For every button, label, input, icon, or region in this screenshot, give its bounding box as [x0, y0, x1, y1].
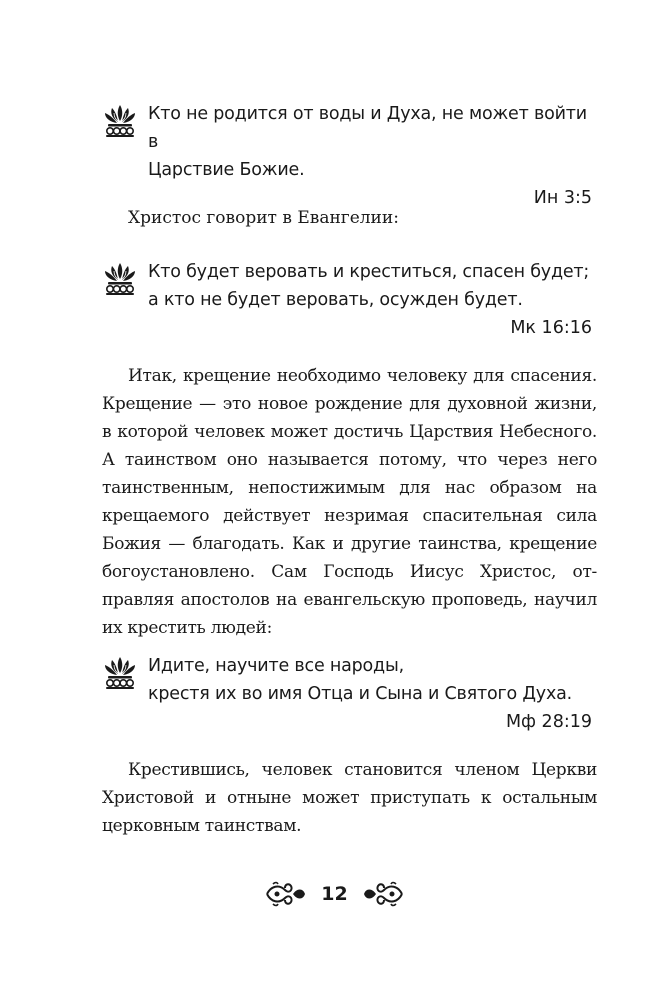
paragraph-line: правляя апостолов на евангельскую проповедь, научил: [102, 590, 597, 610]
scripture-quote-3: [100, 652, 600, 736]
scripture-quote-1: [100, 100, 600, 212]
quote-reference: Мф 28:19: [505, 712, 592, 732]
page-number: 12: [321, 883, 348, 905]
flourish-left-icon: [263, 880, 307, 908]
body-paragraph-2: [102, 756, 597, 840]
quote-reference: Ин 3:5: [533, 188, 592, 208]
quote-line: Кто будет веровать и креститься, спасен будет;: [148, 262, 590, 282]
paragraph-line: Крестившись, человек становится членом Церкви: [128, 760, 597, 780]
body-paragraph-1: [102, 362, 597, 642]
quote-line: крестя их во имя Отца и Сына и Святого Духа.: [148, 684, 572, 704]
paragraph-line: А таинством оно называется потому, что через него: [102, 450, 597, 470]
quote-reference: Мк 16:16: [510, 318, 592, 338]
paragraph-line: Божия — благодать. Как и другие таинства, крещение: [102, 534, 597, 554]
paragraph-line: крещаемого действует незримая спасительная сила: [102, 506, 597, 526]
paragraph-line: в которой человек может достичь Царствия Небесного.: [102, 422, 597, 442]
paragraph-line: Итак, крещение необходимо человеку для спасения.: [128, 366, 597, 386]
quote-line: Кто не родится от воды и Духа, не может войти в: [148, 104, 587, 152]
paragraph-line: церковным таинствам.: [102, 816, 302, 836]
intro-line: Христос говорит в Евангелии:: [128, 208, 399, 228]
quote-line: Царствие Божие.: [148, 160, 305, 180]
paragraph-line: Крещение — это новое рождение для духовной жизни,: [102, 394, 597, 414]
quote-line: а кто не будет веровать, осужден будет.: [148, 290, 523, 310]
quote-line: Идите, научите все народы,: [148, 656, 404, 676]
paragraph-line: богоустановлено. Сам Господь Иисус Христос, от-: [102, 562, 597, 582]
flourish-right-icon: [362, 880, 406, 908]
paragraph-line: таинственным, непостижимым для нас образом на: [102, 478, 597, 498]
paragraph-line: Христовой и отныне может приступать к остальным: [102, 788, 597, 808]
page-footer: [0, 874, 669, 914]
lotus-ornament-icon: [100, 102, 140, 138]
lotus-ornament-icon: [100, 260, 140, 296]
scripture-quote-2: [100, 258, 600, 342]
paragraph-line: их крестить людей:: [102, 618, 272, 638]
lotus-ornament-icon: [100, 654, 140, 690]
